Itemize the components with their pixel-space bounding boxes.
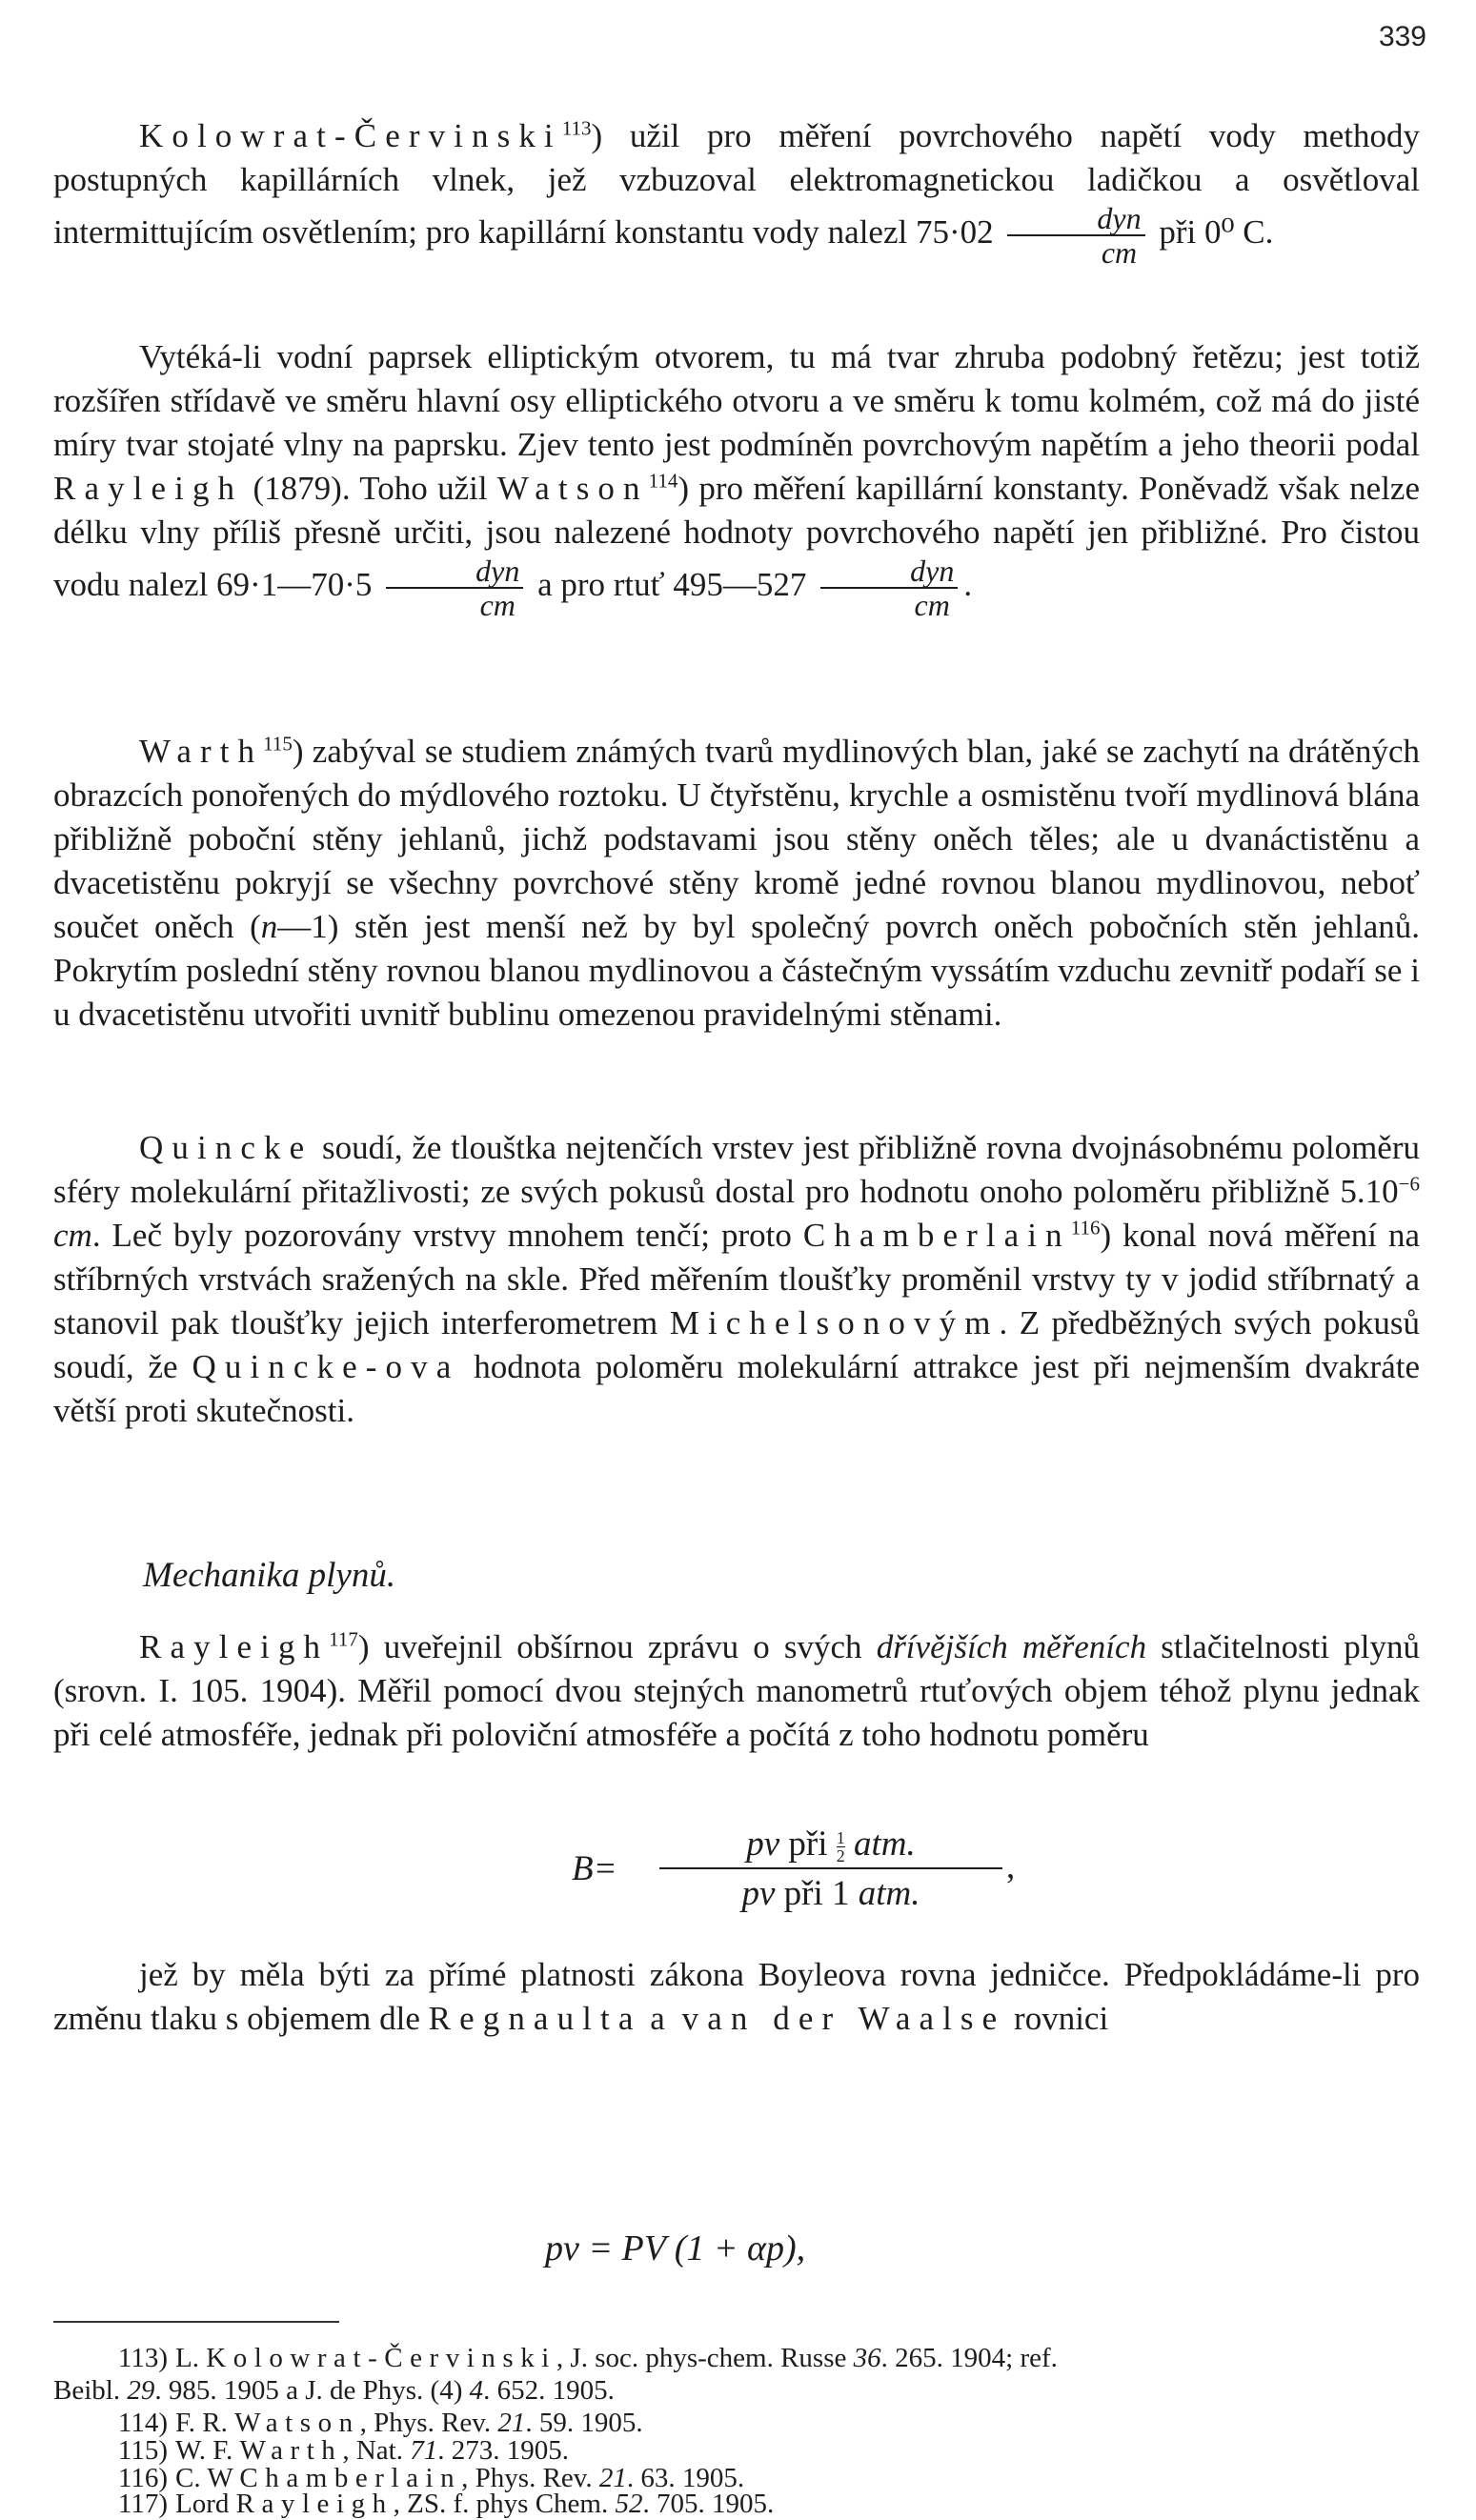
formula-numerator [659, 1822, 1002, 1869]
unit-fraction [1007, 202, 1144, 269]
formula-term: pv [746, 1824, 780, 1864]
author-name: Rayleigh [53, 470, 244, 507]
half-fraction [837, 1829, 845, 1865]
author-name: Warth [139, 733, 264, 770]
paragraph-text: ) konal nová měření na stříbrných vrstvách sražených na skle. Před měřením tloušťky proměnil vrstvy ty v jodid stříbrnatý a stanovil pak tloušťky jejich interferometrem [53, 1217, 1421, 1341]
unit-numerator: dyn [1007, 202, 1144, 236]
author-name: Michelsonovým [669, 1304, 1000, 1341]
author-name: Chamberlain [802, 1217, 1071, 1254]
footnote-text: , ZS. f. phys Chem. [393, 2489, 609, 2519]
footnote-number: 113) [117, 2343, 168, 2373]
unit-denominator: cm [479, 588, 516, 622]
formula-fraction [659, 1822, 1002, 1919]
footnote-text: . 985. 1905 a J. de Phys. (4) [154, 2375, 463, 2406]
author-name: Rayleigh [235, 2489, 394, 2519]
formula-term: při [788, 1824, 828, 1864]
author-name: Rayleigh [139, 1628, 330, 1665]
formula-lhs: B= [572, 1849, 617, 1888]
paragraph-text: . [963, 566, 973, 604]
formula-pv: pv = PV (1 + αp), [545, 2228, 806, 2268]
paragraph-6 [53, 1953, 1420, 2041]
footnote-ref: 117 [329, 1627, 358, 1651]
page-number: 339 [1378, 21, 1426, 52]
footnote-ref: 116 [1070, 1216, 1101, 1240]
author-name: Kolowrat-Červinski [139, 117, 562, 154]
unit: cm [53, 1217, 92, 1254]
unit-numerator: dyn [820, 554, 958, 589]
footnote-text: . 705. 1905. [642, 2489, 775, 2519]
volume: 36 [853, 2343, 881, 2373]
paragraph-text: ) pro měření kapillární konstanty. Poněvadž však nelze délku vlny příliš přesně určiti, jsou nalezené hodnoty povrchového napětí jen přibližné. Pro čistou vodu nalezl 69·1—70·5 [53, 470, 1420, 604]
footnote-text: F. R. [175, 2408, 228, 2438]
variable: n [260, 908, 278, 945]
footnote-text: C. W [175, 2463, 233, 2493]
volume: 71 [410, 2435, 438, 2466]
section-heading: Mechanika plynů. [143, 1556, 396, 1595]
formula-term: pv [741, 1874, 776, 1913]
author-name: van der Waalse [681, 2000, 1006, 2037]
paragraph-4 [53, 1126, 1420, 1433]
formula-term: atm. [854, 1824, 916, 1864]
formula-denominator [659, 1869, 1002, 1919]
volume: 52 [615, 2489, 643, 2519]
footnote-117 [53, 2488, 1420, 2520]
paragraph-2 [53, 335, 1420, 621]
paragraph-text: a [650, 2000, 674, 2037]
paragraph-text: stlačitelnosti plynů (srovn. I. 105. 1904). Měřil pomocí dvou stejných manometrů rtuťových objem téhož plynu jednak při celé atmosféře, jednak při poloviční atmosféře a počítá z toho hodnotu poměru [53, 1628, 1420, 1753]
footnote-text: . 59. 1905. [525, 2408, 643, 2438]
footnote-text: L. [175, 2343, 199, 2373]
footnote-text: , Nat. [342, 2435, 403, 2466]
author-name: Watson [234, 2408, 360, 2438]
paragraph-text: —1) stěn jest menší než by byl společný povrch oněch pobočních stěn jehlanů. Pokrytím poslední stěny rovnou blanou mydlinovou a částečným vyssátím vzduchu zevnitř podaří se i u dvacetistěnu utvořiti uvnitř bublinu omezenou pravidelnými stěnami. [53, 908, 1421, 1033]
footnote-text: . 273. 1905. [437, 2435, 569, 2466]
paragraph-text: a pro rtuť 495—527 [537, 566, 807, 604]
volume: 29 [127, 2375, 155, 2406]
paragraph-text: (1879). Toho užil [253, 470, 488, 507]
paragraph-1 [53, 114, 1420, 269]
paragraph-text: rovnici [1014, 2000, 1109, 2037]
author-name: Quincke-ova [192, 1348, 460, 1385]
paragraph-text: . Z předběžných svých pokusů soudí, že [53, 1304, 1421, 1385]
formula-term: atm. [858, 1874, 920, 1913]
footnote-113 [53, 2342, 1420, 2407]
footnote-text: W. F. [175, 2435, 233, 2466]
footnote-number: 116) [117, 2463, 168, 2493]
footnote-text: , Phys. Rev. [359, 2408, 492, 2438]
volume: 21 [598, 2463, 627, 2493]
paragraph-text: ) uveřejnil obšírnou zprávu o svých [357, 1628, 862, 1665]
author-name: Regnaulta [428, 2000, 642, 2037]
unit-fraction [820, 554, 958, 621]
author-name: Kolowrat-Červinski [206, 2343, 556, 2373]
volume: 21 [497, 2408, 526, 2438]
paragraph-text: jež by měla býti za přímé platnosti zákona Boyleova rovna jedničce. Předpokládáme-li pro změnu tlaku s objemem dle [53, 1956, 1420, 2037]
footnote-text: Beibl. [53, 2375, 121, 2406]
footnote-ref: 113 [561, 116, 592, 140]
formula-comma: , [1006, 1847, 1016, 1886]
paragraph-text: ) užil pro měření povrchového napětí vody methody postupných kapillárních vlnek, jež vzbuzoval elektromagnetickou ladičkou a osvětloval intermittujícím osvětlením; pro kapillární konstantu vody nalezl 75·02 [53, 117, 1420, 252]
italic-text: dřívějších měřeních [876, 1628, 1147, 1665]
formula-term: při 1 [783, 1874, 850, 1913]
footnote-text: , J. soc. phys-chem. Russe [556, 2343, 847, 2373]
unit-numerator: dyn [386, 554, 523, 589]
footnote-number: 117) [117, 2489, 168, 2519]
author-name: Quincke [139, 1129, 313, 1166]
author-name: Warth [239, 2435, 343, 2466]
footnote-number: 114) [117, 2408, 168, 2438]
footnote-text: . 63. 1905. [626, 2463, 745, 2493]
footnote-text: , Phys. Rev. [461, 2463, 593, 2493]
paragraph-5 [53, 1625, 1420, 1757]
footnote-number: 115) [117, 2435, 168, 2466]
half-denominator: 2 [836, 1846, 845, 1866]
unit-denominator: cm [1101, 235, 1138, 270]
volume: 4 [469, 2375, 484, 2406]
paragraph-text: soudí, že tlouštka nejtenčích vrstev jest přibližně rovna dvojnásobnému poloměru sféry molekulární přitažlivosti; ze svých pokusů dostal pro hodnotu onoho poloměru přibližně 5.10 [53, 1129, 1421, 1210]
footnote-ref: 115 [263, 732, 293, 756]
paragraph-3 [53, 730, 1420, 1037]
paragraph-text: . Leč byly pozorovány vrstvy mnohem tenčí; proto [91, 1217, 792, 1254]
author-name: Watson [496, 470, 649, 507]
footnote-text: Lord [175, 2489, 230, 2519]
half-numerator: 1 [836, 1828, 845, 1848]
paragraph-text: hodnota poloměru molekulární attrakce jest při nejmenším dvakráte větší proti skutečnosti. [53, 1348, 1420, 1429]
exponent: −6 [1398, 1172, 1420, 1196]
paragraph-text: při 0⁰ C. [1159, 213, 1274, 252]
unit-fraction [386, 554, 523, 621]
footnote-text: . 652. 1905. [483, 2375, 615, 2406]
unit-denominator: cm [914, 588, 950, 622]
footnote-text: . 265. 1904; ref. [880, 2343, 1058, 2373]
author-name: Chamberlain [239, 2463, 462, 2493]
paragraph-text: Vytéká-li vodní paprsek elliptickým otvorem, tu má tvar zhruba podobný řetězu; jest totiž rozšířen střídavě ve směru hlavní osy elliptického otvoru a ve směru k tomu kolmém, což má do jisté míry tvar stojaté vlny na paprsku. Zjev tento jest podmíněn povrchovým napětím a jeho theorii podal [53, 338, 1420, 463]
footnote-ref: 114 [648, 469, 678, 493]
paragraph-text: ) zabýval se studiem známých tvarů mydlinových blan, jaké se zachytí na drátěných obrazcích ponořených do mýdlového roztoku. U čtyřstěnu, krychle a osmistěnu tvoří mydlinová blána přibližně pobočnί stěny jehlanů, jichž podstavami jsou stěny oněch těles; ale u dvanáctistěnu a dvacetistěnu pokryjí se všechny povrchové stěny kromě jedné rovnou blanou mydlinovou, neboť součet oněch ( [53, 733, 1420, 945]
footnote-rule [53, 2321, 339, 2323]
